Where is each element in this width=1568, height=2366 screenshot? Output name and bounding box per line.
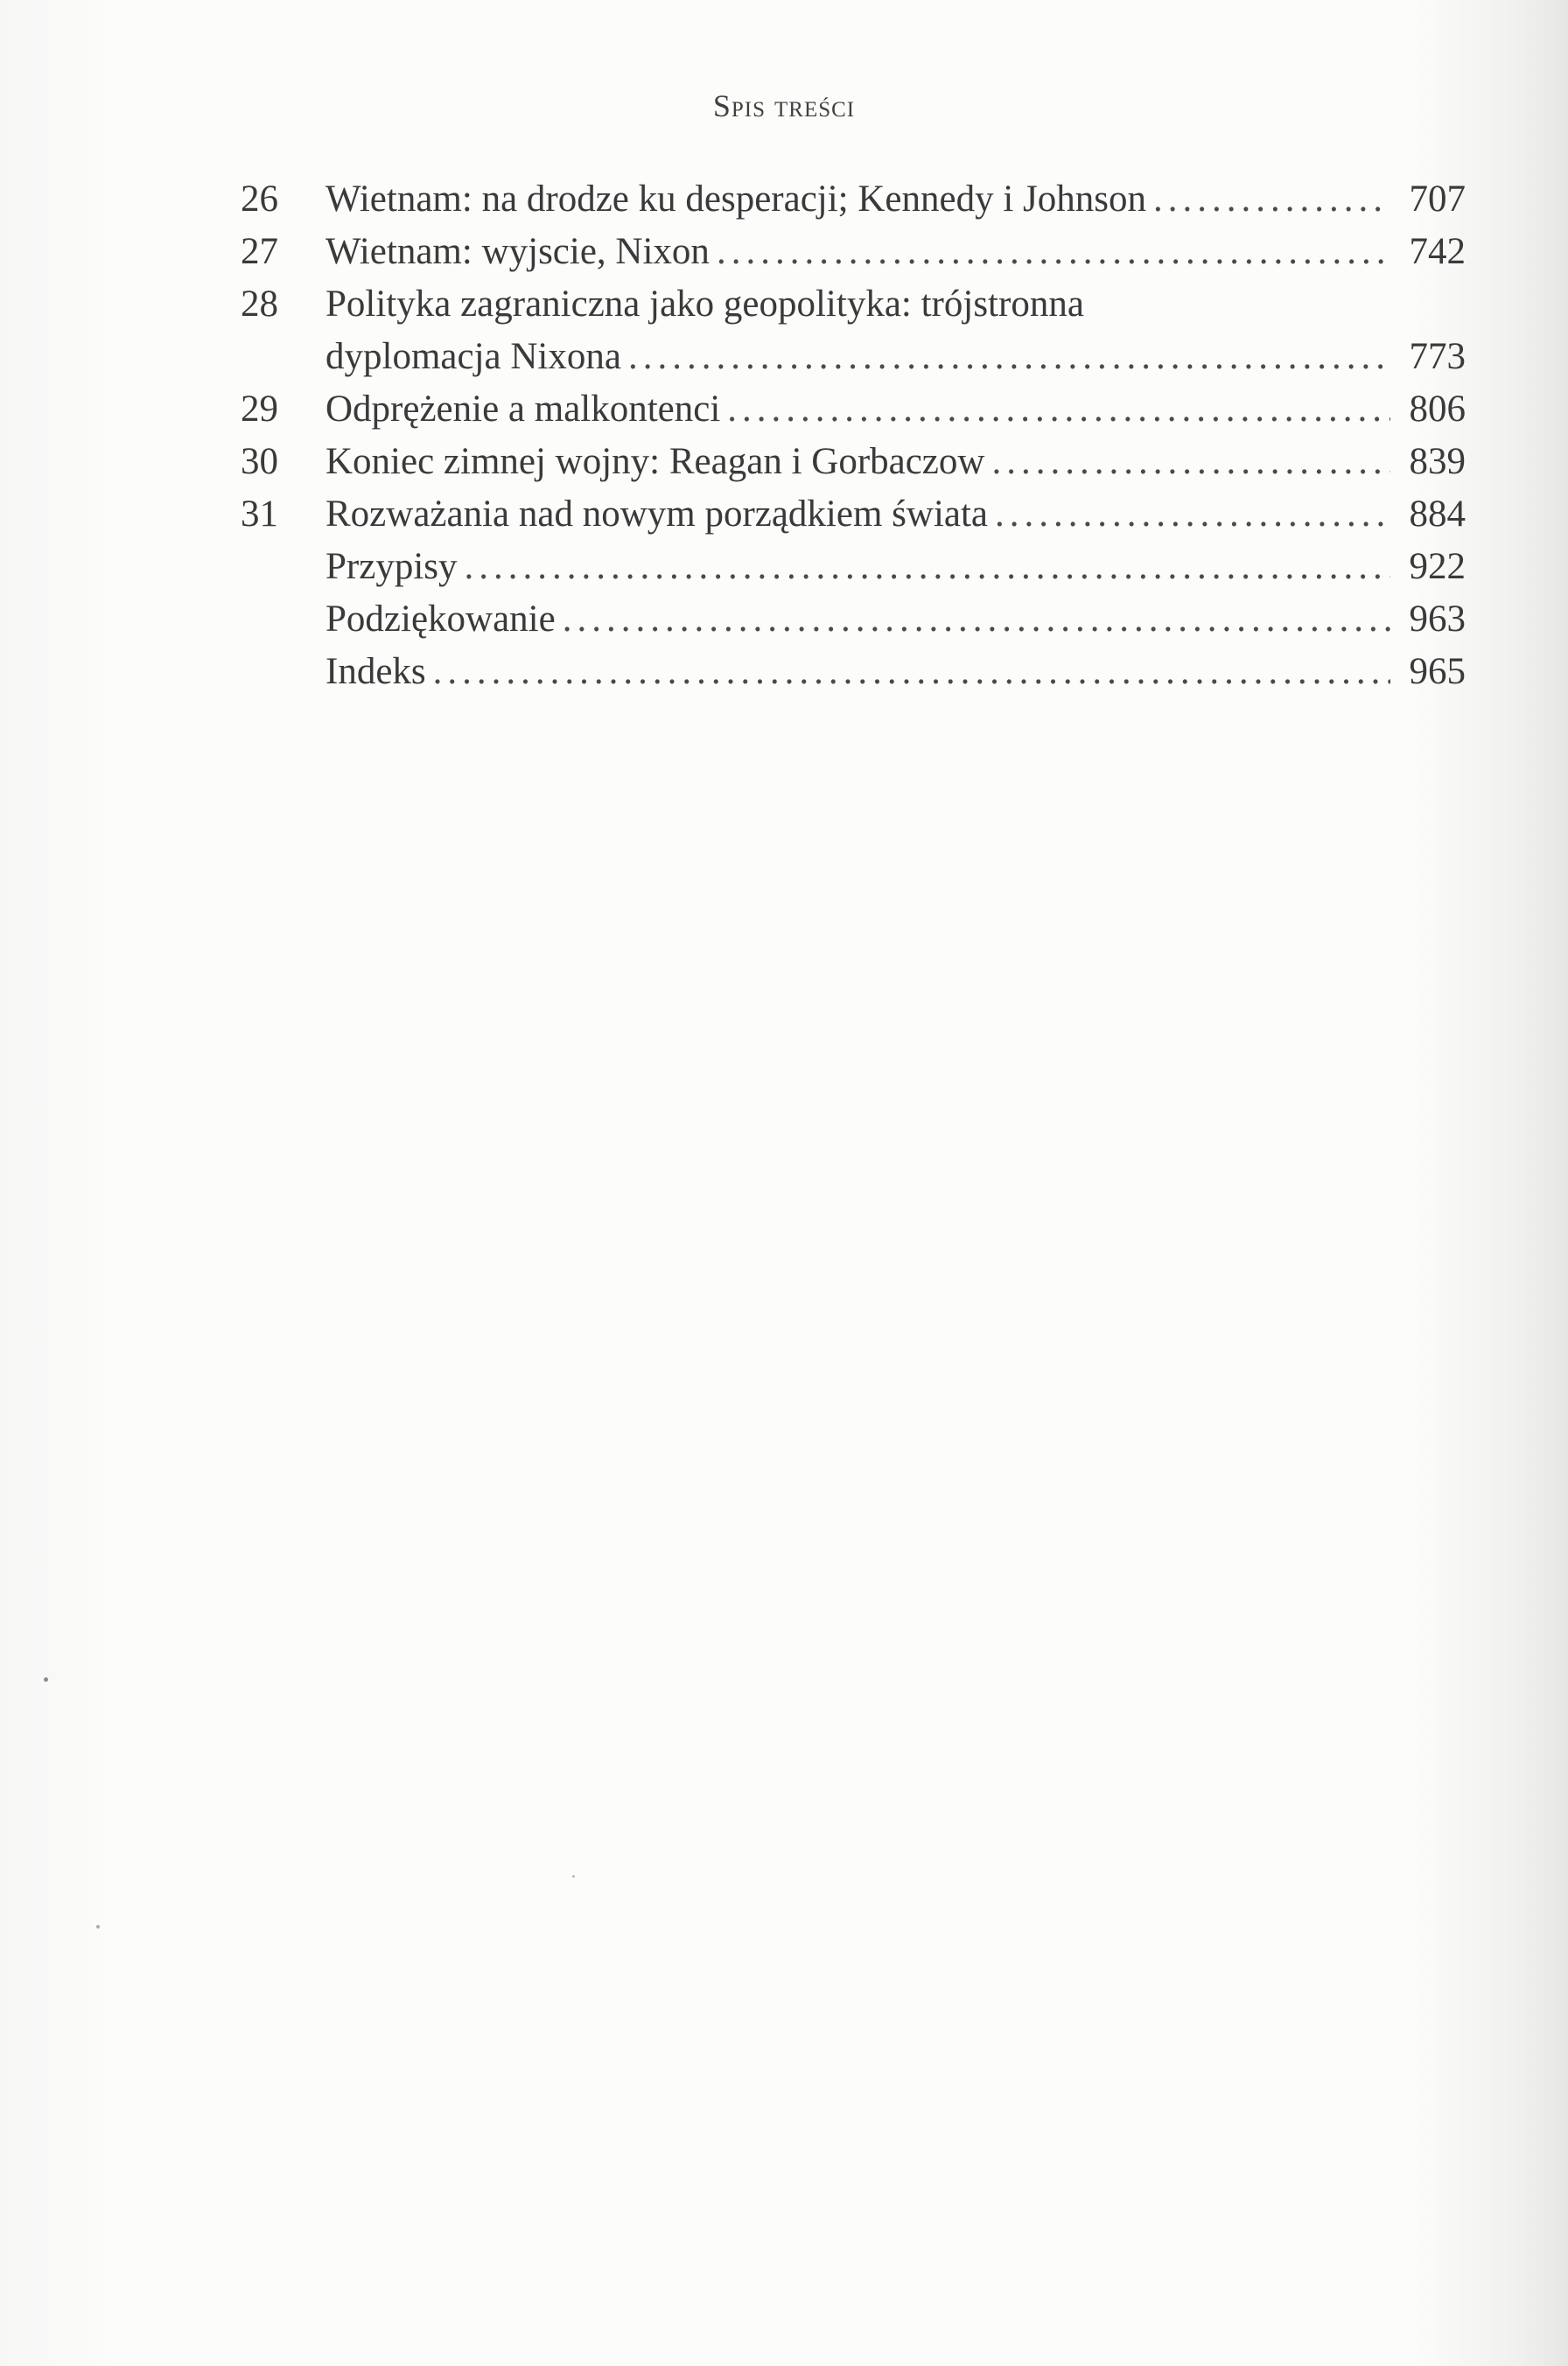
chapter-title: Wietnam: wyjscie, Nixon — [326, 231, 710, 272]
toc-row — [241, 646, 1466, 698]
toc-entry — [326, 646, 1466, 698]
chapter-title: Indeks — [326, 651, 426, 692]
chapter-title: Podziękowanie — [326, 598, 556, 640]
toc-entry — [326, 488, 1466, 541]
dust-speck — [96, 1925, 100, 1928]
chapter-title: Polityka zagraniczna jako geopolityka: trójstronna — [326, 284, 1084, 325]
dot-leader — [1153, 173, 1390, 226]
page-number: 922 — [1409, 546, 1466, 587]
toc-row — [241, 173, 1466, 226]
page-number: 963 — [1409, 598, 1466, 640]
toc-entry — [326, 173, 1466, 226]
page-number: 742 — [1409, 231, 1466, 272]
chapter-title: Koniec zimnej wojny: Reagan i Gorbaczow — [326, 441, 985, 482]
toc-row — [241, 278, 1466, 331]
chapter-number: 29 — [241, 388, 278, 430]
chapter-number: 27 — [241, 231, 278, 272]
dot-leader — [991, 436, 1390, 488]
dust-speck — [572, 1875, 575, 1878]
toc-entry — [326, 436, 1466, 488]
chapter-title: Rozważania nad nowym porządkiem świata — [326, 494, 989, 535]
toc-entry — [326, 331, 1466, 383]
dot-leader — [563, 593, 1390, 646]
dot-leader — [727, 383, 1390, 436]
chapter-title: dyplomacja Nixona — [326, 336, 621, 377]
toc-entry — [326, 541, 1466, 593]
toc-row — [241, 331, 1466, 383]
toc-row — [241, 436, 1466, 488]
toc-entry — [326, 383, 1466, 436]
dot-leader — [628, 331, 1390, 383]
page-number: 965 — [1409, 651, 1466, 692]
toc-row — [241, 541, 1466, 593]
dot-leader — [995, 488, 1390, 541]
chapter-number: 28 — [241, 284, 278, 325]
chapter-number: 26 — [241, 178, 278, 220]
toc-row — [241, 383, 1466, 436]
page-number: 806 — [1409, 388, 1466, 430]
dust-speck — [44, 1677, 48, 1682]
page-number: 839 — [1409, 441, 1466, 482]
toc-row — [241, 226, 1466, 278]
page-number: 707 — [1409, 178, 1466, 220]
toc-entry — [326, 278, 1466, 331]
page-number: 884 — [1409, 494, 1466, 535]
toc-entry — [326, 593, 1466, 646]
toc-row — [241, 488, 1466, 541]
chapter-number: 31 — [241, 494, 278, 535]
dot-leader — [433, 646, 1390, 698]
toc-row — [241, 593, 1466, 646]
running-header: Spis treści — [712, 88, 856, 123]
table-of-contents — [241, 173, 1466, 698]
toc-entry — [326, 226, 1466, 278]
chapter-title: Przypisy — [326, 546, 458, 587]
chapter-title: Odprężenie a malkontenci — [326, 388, 721, 430]
page-number: 773 — [1409, 336, 1466, 377]
dot-leader — [717, 226, 1390, 278]
chapter-number: 30 — [241, 441, 278, 482]
dot-leader — [465, 541, 1391, 593]
chapter-title: Wietnam: na drodze ku desperacji; Kennedy i Johnson — [326, 178, 1147, 220]
